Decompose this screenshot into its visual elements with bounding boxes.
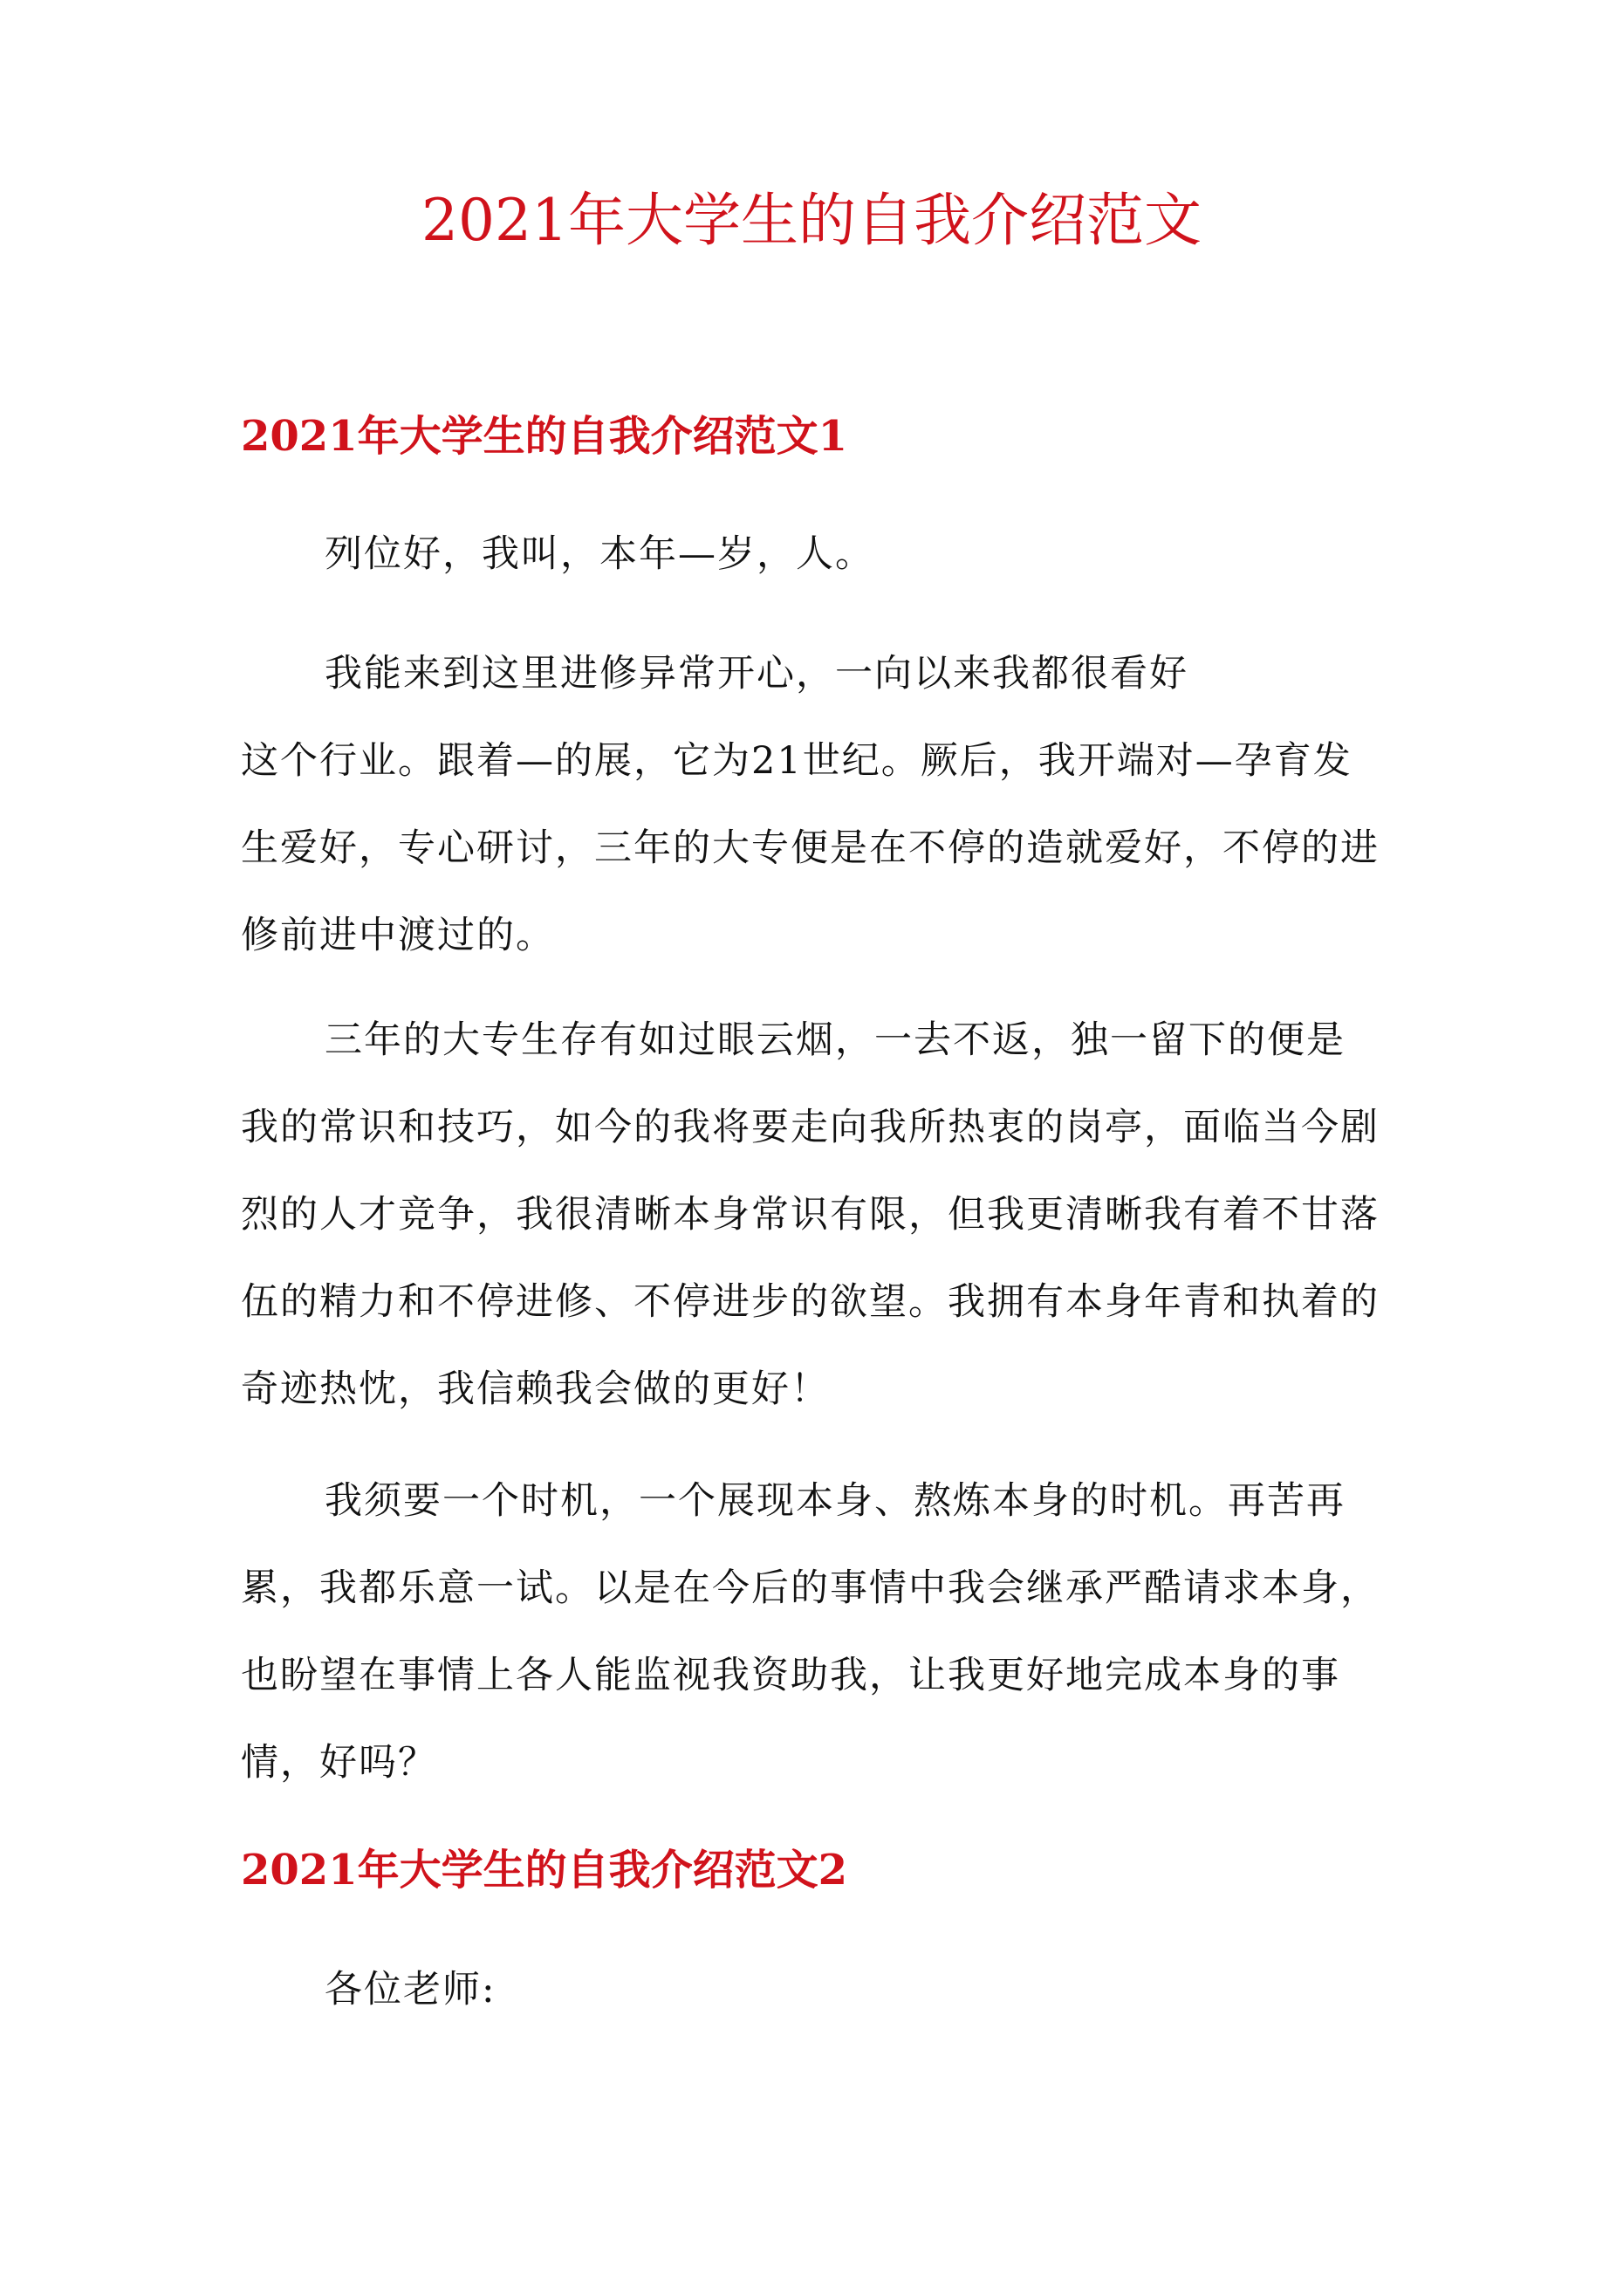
section-heading: 2021年大学生的自我介绍范文1 bbox=[241, 412, 847, 461]
paragraph bbox=[241, 630, 1410, 979]
paragraph-line: 累，我都乐意一试。以是在今后的事情中我会继承严酷请求本身， bbox=[241, 1566, 1380, 1610]
paragraph-line: 修前进中渡过的。 bbox=[241, 914, 555, 957]
paragraph-line: 伍的精力和不停进修、不停进步的欲望。我拥有本身年青和执着的 bbox=[241, 1280, 1380, 1324]
paragraph-line: 烈的人才竞争，我很清晰本身常识有限，但我更清晰我有着不甘落 bbox=[241, 1193, 1380, 1237]
paragraph-line: 列位好，我叫，本年—岁，人。 bbox=[325, 532, 874, 576]
paragraph bbox=[241, 1946, 1410, 2033]
paragraph-line: 三年的大专生存有如过眼云烟，一去不返，独一留下的便是 bbox=[325, 1018, 1346, 1062]
paragraph-line: 生爱好，专心研讨，三年的大专便是在不停的造就爱好，不停的进 bbox=[241, 826, 1380, 870]
paragraph-line: 这个行业。跟着—的展，它为21世纪。厥后，我开端对—孕育发 bbox=[241, 739, 1352, 783]
paragraph-line: 我的常识和技巧，如今的我将要走向我所热衷的岗亭，面临当今剧 bbox=[241, 1106, 1380, 1149]
section-heading: 2021年大学生的自我介绍范文2 bbox=[241, 1846, 847, 1895]
paragraph-line: 我能来到这里进修异常开心，一向以来我都很看好 bbox=[325, 652, 1188, 696]
document-title: 2021年大学生的自我介绍范文 bbox=[421, 187, 1202, 254]
paragraph-line: 也盼望在事情上各人能监视我资助我，让我更好地完成本身的事 bbox=[241, 1654, 1340, 1697]
paragraph bbox=[241, 1457, 1410, 1806]
paragraph-line: 情，好吗？ bbox=[241, 1741, 437, 1785]
paragraph-line: 各位老师: bbox=[325, 1968, 496, 2012]
paragraph bbox=[241, 511, 1410, 598]
paragraph-line: 奇迹热忱，我信赖我会做的更好！ bbox=[241, 1367, 830, 1411]
paragraph bbox=[241, 997, 1410, 1433]
paragraph-line: 我须要一个时机，一个展现本身、熬炼本身的时机。再苦再 bbox=[325, 1479, 1346, 1523]
